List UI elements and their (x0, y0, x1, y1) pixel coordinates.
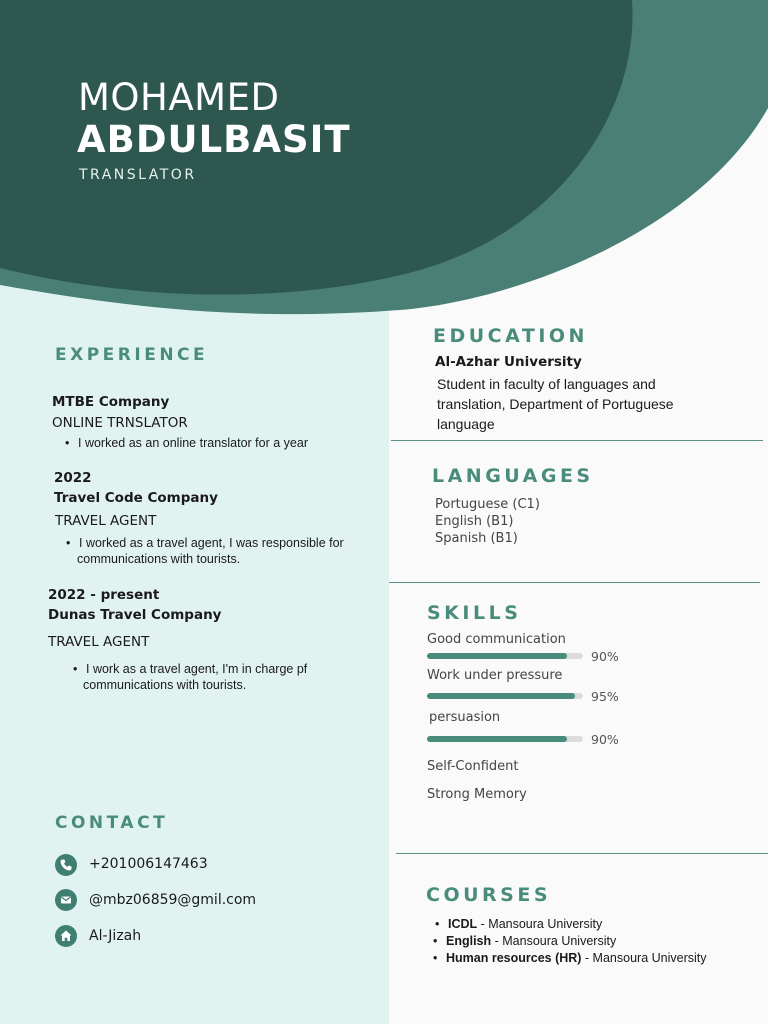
language-item: English (B1) (435, 514, 514, 529)
contact-title: CONTACT (55, 813, 169, 833)
divider (389, 582, 760, 583)
education-title: EDUCATION (433, 325, 588, 347)
course-item: • Human resources (HR) - Mansoura University (446, 950, 707, 967)
skill-label: Good communication (427, 632, 566, 647)
education-school: Al-Azhar University (435, 354, 582, 370)
contact-phone[interactable]: +201006147463 (89, 856, 208, 872)
first-name: MOHAMED (78, 76, 280, 119)
contact-address: Al-Jizah (89, 928, 142, 944)
skill-bar-track (427, 736, 583, 742)
education-line2: translation, Department of Portuguese (437, 396, 674, 412)
last-name: ABDULBASIT (77, 118, 351, 161)
skills-title: SKILLS (427, 602, 522, 624)
skill-percent: 95% (591, 689, 619, 704)
phone-icon (55, 854, 77, 876)
skill-item: Strong Memory (427, 787, 527, 802)
education-line3: language (437, 416, 495, 432)
languages-title: LANGUAGES (432, 465, 594, 487)
skill-bar-track (427, 693, 583, 699)
job3-bullet-line1: • I work as a travel agent, I'm in charge pf (86, 661, 307, 678)
header-shape (0, 0, 768, 330)
language-item: Portuguese (C1) (435, 497, 540, 512)
skill-label: Work under pressure (427, 668, 563, 683)
divider (396, 853, 768, 854)
skill-bar-fill (427, 693, 575, 699)
skill-percent: 90% (591, 649, 619, 664)
skill-bar-fill (427, 653, 567, 659)
divider (391, 440, 763, 441)
job3-company: Dunas Travel Company (48, 607, 222, 623)
job2-company: Travel Code Company (54, 490, 218, 506)
job1-position: ONLINE TRNSLATOR (52, 415, 188, 431)
job3-bullet-line2: communications with tourists. (83, 678, 247, 692)
job-role: TRANSLATOR (79, 167, 197, 183)
contact-email[interactable]: @mbz06859@gmil.com (89, 892, 257, 908)
course-item: • ICDL - Mansoura University (448, 916, 602, 933)
skill-bar-fill (427, 736, 567, 742)
courses-title: COURSES (426, 884, 552, 906)
home-icon (55, 925, 77, 947)
job2-bullet-line2: communications with tourists. (77, 552, 241, 566)
job2-position: TRAVEL AGENT (55, 513, 157, 529)
language-item: Spanish (B1) (435, 531, 518, 546)
experience-title: EXPERIENCE (55, 345, 209, 365)
skill-percent: 90% (591, 732, 619, 747)
skill-bar-track (427, 653, 583, 659)
education-line1: Student in faculty of languages and (437, 376, 656, 392)
email-icon (55, 889, 77, 911)
job2-bullet-line1: • I worked as a travel agent, I was responsible for (79, 535, 344, 552)
skill-item: Self-Confident (427, 759, 519, 774)
skill-label: persuasion (429, 710, 501, 725)
job1-company: MTBE Company (52, 394, 170, 410)
course-item: • English - Mansoura University (446, 933, 616, 950)
job2-date: 2022 (54, 470, 92, 486)
job3-position: TRAVEL AGENT (48, 634, 150, 650)
job1-bullet: • I worked as an online translator for a year (78, 435, 308, 452)
job3-date: 2022 - present (48, 587, 160, 603)
